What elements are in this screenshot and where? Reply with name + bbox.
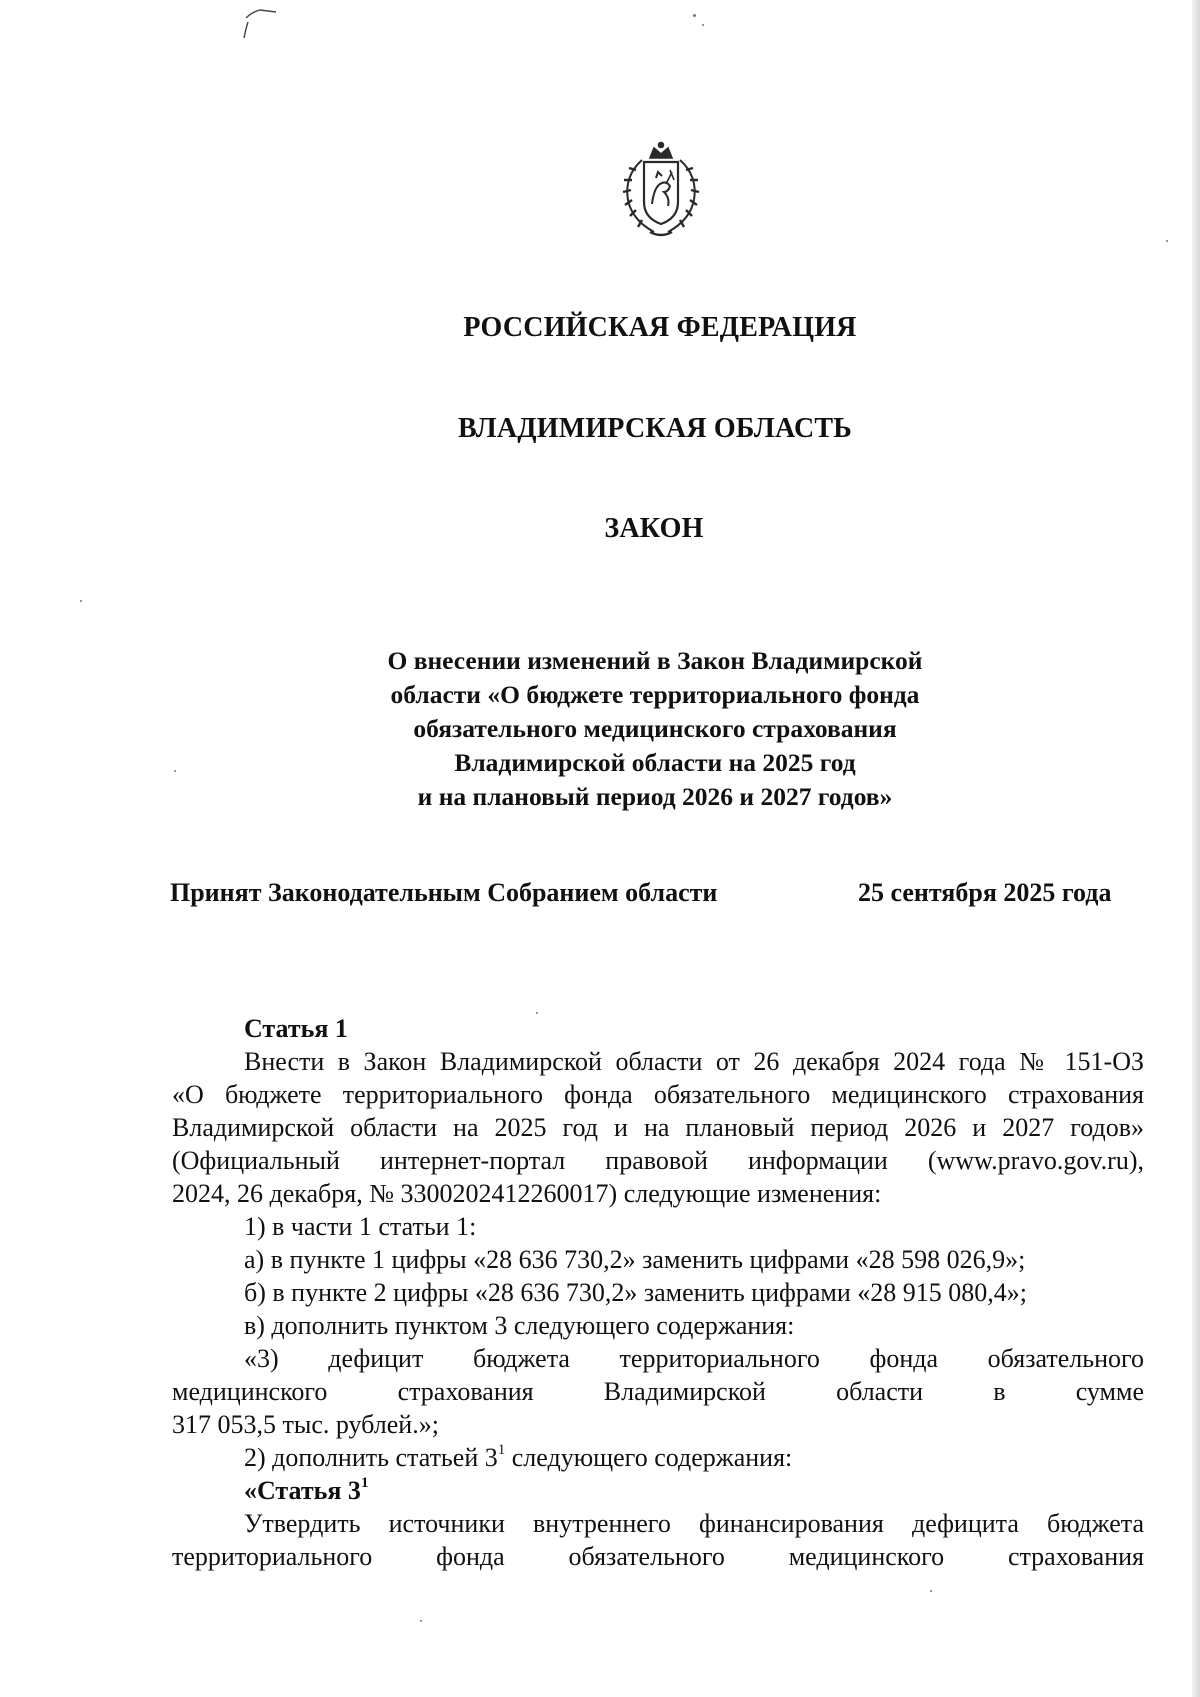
title-line: области «О бюджете территориального фонда: [390, 680, 920, 709]
scan-speck: [174, 770, 176, 772]
body-line: (Официальный интернет-портал правовой информации (www.pravo.gov.ru),: [172, 1146, 1144, 1175]
body-line: «О бюджете территориального фонда обязательного медицинского страхования: [172, 1080, 1144, 1109]
body-line: 2024, 26 декабря, № 3300202412260017) следующие изменения:: [172, 1179, 882, 1208]
body-line: Владимирской области на 2025 год и на плановый период 2026 и 2027 годов»: [172, 1113, 1144, 1142]
scan-speck: [693, 14, 696, 17]
list-item: а) в пункте 1 цифры «28 636 730,2» заменить цифрами «28 598 026,9»;: [244, 1245, 1026, 1274]
document-body: [172, 1012, 1144, 1573]
pen-mark: [240, 4, 280, 40]
title-line: и на плановый период 2026 и 2027 годов»: [417, 782, 893, 811]
doc-type-heading: [0, 513, 1200, 545]
law-title: [330, 644, 980, 814]
region-text: ВЛАДИМИРСКАЯ ОБЛАСТЬ: [457, 413, 853, 444]
adopted-date: 25 сентября 2025 года: [858, 878, 1112, 907]
region-heading: [0, 413, 1200, 445]
title-line: обязательного медицинского страхования: [413, 714, 897, 743]
title-line: Владимирской области на 2025 год: [454, 748, 856, 777]
scan-speck: [420, 1620, 422, 1622]
list-item: 1) в части 1 статьи 1:: [244, 1212, 477, 1241]
scan-speck: [536, 1012, 538, 1014]
quote-line: медицинского страхования Владимирской области в сумме: [172, 1377, 1144, 1406]
quote-line: «3) дефицит бюджета территориального фонда обязательного: [244, 1344, 1144, 1373]
scan-edge: [1192, 0, 1200, 1697]
adopted-label: Принят Законодательным Собранием области: [170, 878, 718, 907]
doc-type-text: ЗАКОН: [604, 513, 704, 544]
scan-speck: [80, 600, 82, 602]
article-heading: Статья 1: [244, 1014, 348, 1043]
title-line: О внесении изменений в Закон Владимирской: [387, 646, 923, 675]
list-item: в) дополнить пунктом 3 следующего содержания:: [244, 1311, 795, 1340]
new-article-heading: [172, 1474, 1144, 1507]
scan-speck: [702, 24, 704, 26]
list-item-text: следующего содержания:: [505, 1443, 793, 1472]
body-line: Внести в Закон Владимирской области от 26 декабря 2024 года № 151-ОЗ: [244, 1047, 1144, 1076]
new-article-text: «Статья 3: [244, 1476, 361, 1505]
superscript: 1: [497, 1442, 506, 1459]
list-item-text: 2) дополнить статьей 3: [244, 1443, 498, 1472]
list-item: б) в пункте 2 цифры «28 636 730,2» заменить цифрами «28 915 080,4»;: [244, 1278, 1027, 1307]
country-text: РОССИЙСКАЯ ФЕДЕРАЦИЯ: [463, 312, 857, 343]
list-item: [172, 1441, 1144, 1474]
scan-speck: [1166, 240, 1168, 242]
coat-of-arms-icon: [614, 140, 708, 240]
quote-line: 317 053,5 тыс. рублей.»;: [172, 1410, 439, 1439]
country-heading: [0, 312, 1200, 344]
scan-speck: [930, 1590, 932, 1592]
body-line: Утвердить источники внутреннего финансирования дефицита бюджета: [244, 1509, 1144, 1538]
superscript: 1: [360, 1475, 369, 1492]
body-line: территориального фонда обязательного медицинского страхования: [172, 1542, 1144, 1571]
